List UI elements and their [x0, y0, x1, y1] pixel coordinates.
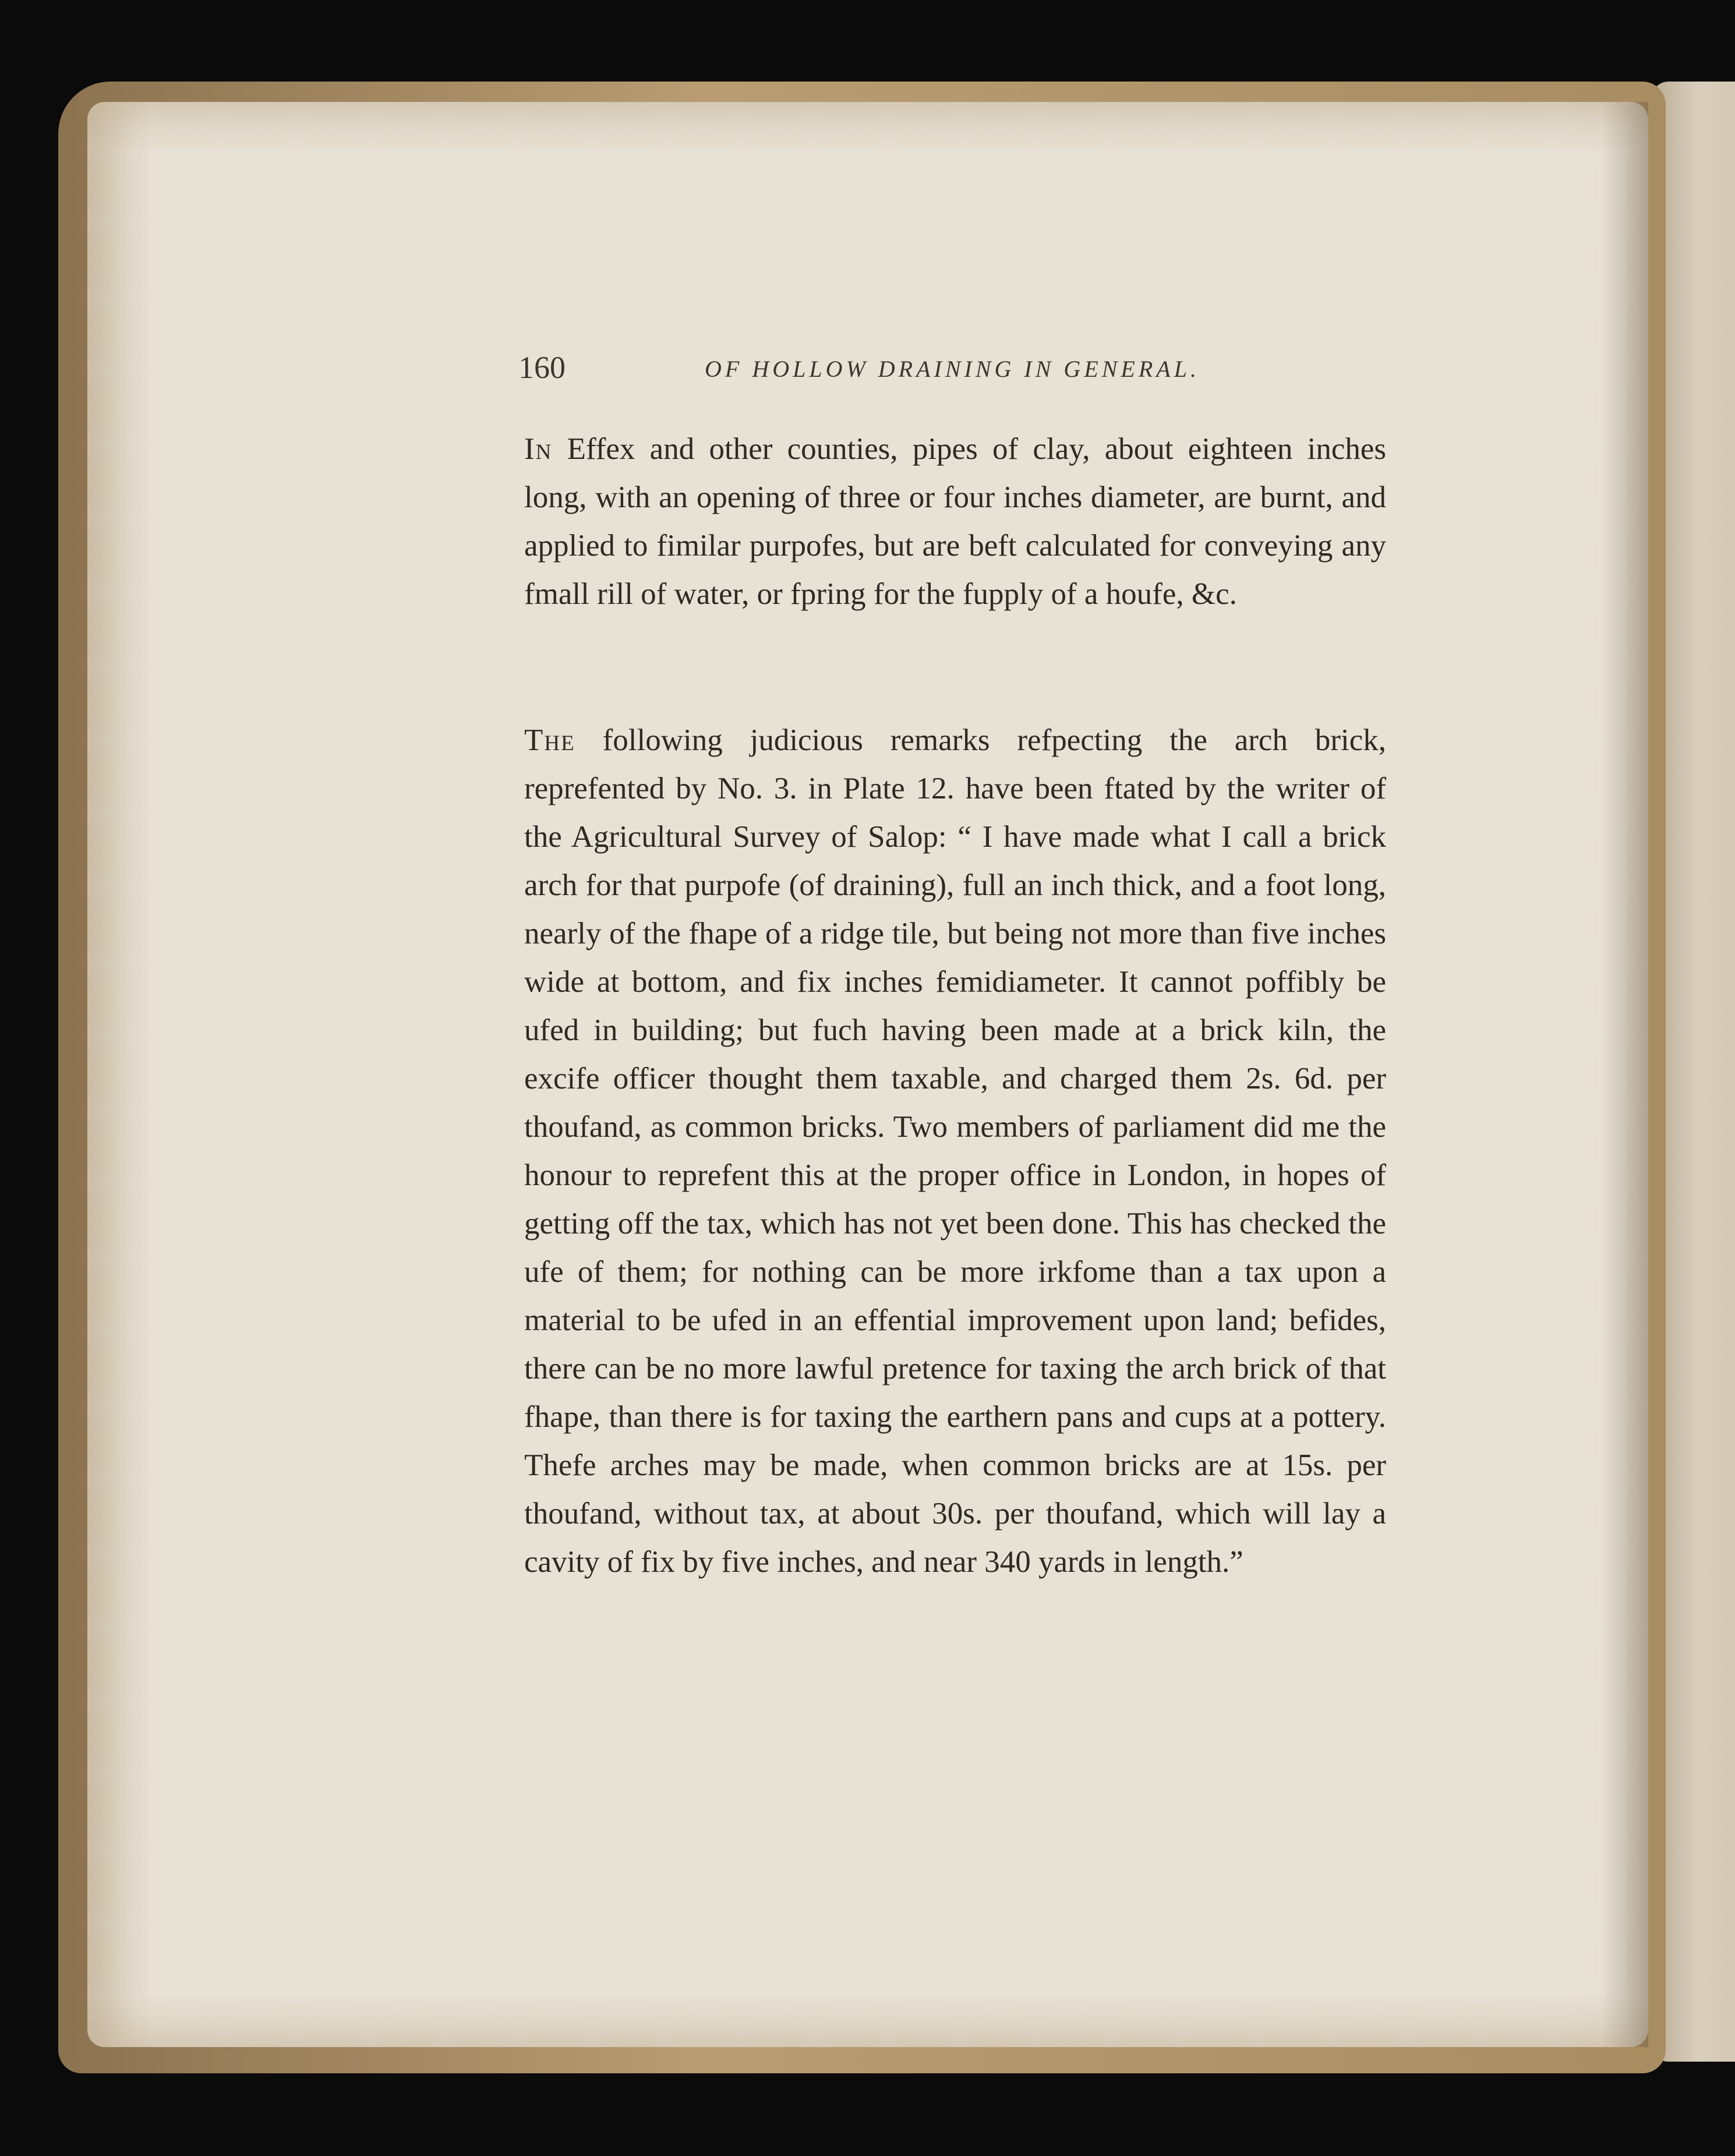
- paragraph-text: following judicious remarks refpecting the arch brick, reprefented by No. 3. in Plate 12. have been ftated by the writer of the Agricultural Survey of Salop: “ I have made what I call a brick arch for that purpofe (of draining), full an inch thick, and a foot long, nearly of the fhape of a ridge tile, but being not more than five inches wide at bottom, and fix inches femidiameter. It cannot poffibly be ufed in building; but fuch having been made at a brick kiln, the excife officer thought them taxable, and charged them 2s. 6d. per thoufand, as common bricks. Two members of parliament did me the honour to reprefent this at the proper office in London, in hopes of getting off the tax, which has not yet been done. This has checked the ufe of them; for nothing can be more irkfome than a tax upon a material to be ufed in an effential improvement upon land; befides, there can be no more lawful pretence for taxing the arch brick of that fhape, than there is for taxing the earthern pans and cups at a pottery. Thefe arches may be made, when common bricks are at 15s. per thoufand, without tax, at about 30s. per thoufand, which will lay a cavity of fix by five inches, and near 340 yards in length.”: [524, 723, 1386, 1579]
- paragraph-arch-brick: [524, 716, 1386, 1586]
- paragraph-lead: In: [524, 432, 553, 466]
- paragraph-text: Effex and other counties, pipes of clay, about eighteen inches long, with an opening of three or four inches diameter, are burnt, and applied to fimilar purpofes, but are beft calculated for conveying any fmall rill of water, or fpring for the fupply of a houfe, &c.: [524, 432, 1386, 611]
- page-header: [518, 349, 1229, 396]
- running-head: OF HOLLOW DRAINING IN GENERAL.: [705, 356, 1200, 382]
- page-gutter: [1602, 102, 1648, 2047]
- paragraph-clay-pipes: [524, 425, 1386, 618]
- paragraph-lead: The: [524, 723, 575, 757]
- page-number: 160: [518, 350, 566, 385]
